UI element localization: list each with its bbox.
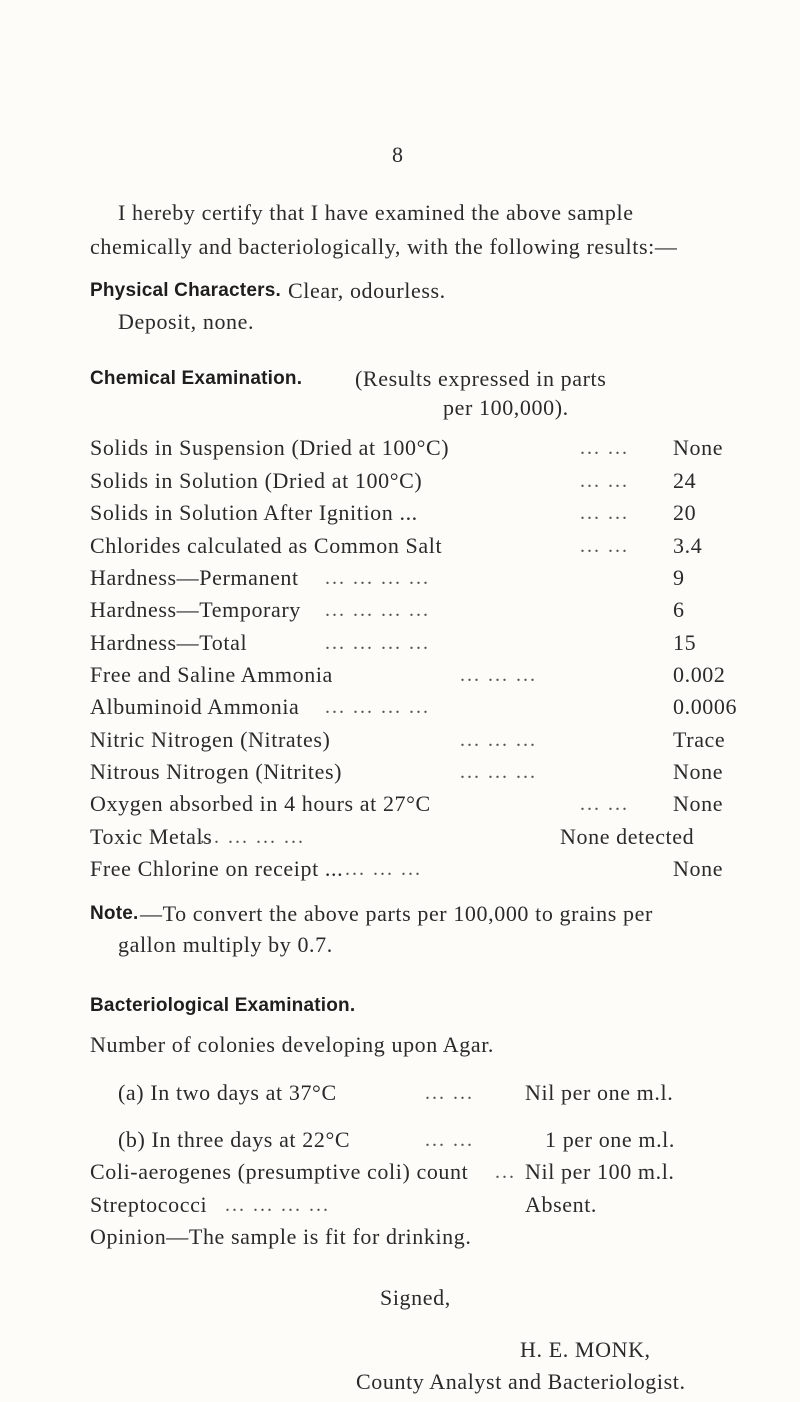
chem-row-value: None	[673, 791, 724, 816]
chem-row-label: Solids in Solution (Dried at 100°C)	[90, 468, 423, 493]
leader-dots: ... ... ...	[345, 858, 422, 880]
leader-dots: ... ...	[425, 1082, 474, 1104]
bact-row-value: 1 per one m.l.	[545, 1127, 675, 1152]
chemical-note-2: per 100,000).	[443, 395, 569, 420]
chemical-note-1: (Results expressed in parts	[355, 366, 607, 391]
signatory-name: H. E. MONK,	[520, 1337, 651, 1362]
chem-row-label: Hardness—Temporary	[90, 597, 301, 622]
chem-row-value: 20	[673, 500, 697, 525]
leader-dots: ... ... ... ...	[325, 599, 430, 621]
chem-row-value: 9	[673, 565, 685, 590]
physical-heading: Physical Characters.	[90, 280, 281, 301]
chem-row-label: Albuminoid Ammonia	[90, 694, 300, 719]
leader-dots: ... ...	[580, 437, 629, 459]
bact-row-value: Absent.	[525, 1192, 598, 1217]
chem-row-label: Oxygen absorbed in 4 hours at 27°C	[90, 791, 431, 816]
chem-row-value: None	[673, 856, 724, 881]
chem-row-value: 6	[673, 597, 685, 622]
note-line-2: gallon multiply by 0.7.	[118, 932, 333, 957]
chem-row-label: Free Chlorine on receipt ...	[90, 856, 344, 881]
leader-dots: ... ... ... ...	[225, 1194, 330, 1216]
bact-row-label: Coli-aerogenes (presumptive coli) count	[90, 1159, 469, 1184]
bact-row-value: Nil per 100 m.l.	[525, 1159, 675, 1184]
chem-row-label: Hardness—Permanent	[90, 565, 299, 590]
chem-row-value: 15	[673, 630, 697, 655]
physical-line-2: Deposit, none.	[118, 309, 255, 334]
chem-row-value: None	[673, 759, 724, 784]
signatory-title: County Analyst and Bacteriologist.	[356, 1369, 686, 1394]
chem-row-label: Nitric Nitrogen (Nitrates)	[90, 727, 331, 752]
intro-line-2: chemically and bacteriologically, with the following results:—	[90, 234, 678, 259]
leader-dots: ...	[495, 1161, 516, 1183]
leader-dots: ... ...	[580, 502, 629, 524]
bacteriological-intro: Number of colonies developing upon Agar.	[90, 1032, 495, 1057]
chem-row-label: Solids in Solution After Ignition ...	[90, 500, 418, 525]
leader-dots: ... ... ... ...	[325, 567, 430, 589]
leader-dots: ... ... ...	[460, 664, 537, 686]
leader-dots: ... ... ... ...	[200, 826, 305, 848]
chem-row-label: Solids in Suspension (Dried at 100°C)	[90, 435, 450, 460]
chemical-heading: Chemical Examination.	[90, 368, 303, 389]
bact-row-label: (b) In three days at 22°C	[118, 1127, 351, 1152]
chem-row-label: Nitrous Nitrogen (Nitrites)	[90, 759, 343, 784]
page-number: 8	[392, 142, 403, 167]
bact-row-label: (a) In two days at 37°C	[118, 1080, 337, 1105]
leader-dots: ... ...	[580, 793, 629, 815]
intro-line-1: I hereby certify that I have examined the above sample	[118, 200, 634, 225]
chem-row-label: Toxic Metals	[90, 824, 213, 849]
chem-row-value: 24	[673, 468, 697, 493]
note-heading: Note.	[90, 903, 139, 924]
bact-row-label: Streptococci	[90, 1192, 208, 1217]
leader-dots: ... ... ... ...	[325, 696, 430, 718]
leader-dots: ... ...	[580, 535, 629, 557]
note-line-1: —To convert the above parts per 100,000 to grains per	[140, 901, 653, 926]
chem-row-value: Trace	[673, 727, 726, 752]
chem-row-value: 0.0006	[673, 694, 738, 719]
chem-row-value: 0.002	[673, 662, 726, 687]
opinion-text: Opinion—The sample is fit for drinking.	[90, 1224, 472, 1249]
leader-dots: ... ... ... ...	[325, 632, 430, 654]
chem-row-value: None	[673, 435, 724, 460]
chem-row-value: 3.4	[673, 533, 703, 558]
chem-row-label: Free and Saline Ammonia	[90, 662, 333, 687]
bacteriological-heading: Bacteriological Examination.	[90, 995, 356, 1016]
bact-row-value: Nil per one m.l.	[525, 1080, 674, 1105]
leader-dots: ... ...	[580, 470, 629, 492]
signed-label: Signed,	[380, 1285, 451, 1310]
chem-row-label: Chlorides calculated as Common Salt	[90, 533, 443, 558]
chem-row-label: Hardness—Total	[90, 630, 248, 655]
leader-dots: ... ... ...	[460, 729, 537, 751]
leader-dots: ... ...	[425, 1129, 474, 1151]
leader-dots: ... ... ...	[460, 761, 537, 783]
chem-row-value: None detected	[560, 824, 695, 849]
physical-line-1: Clear, odourless.	[288, 278, 446, 303]
